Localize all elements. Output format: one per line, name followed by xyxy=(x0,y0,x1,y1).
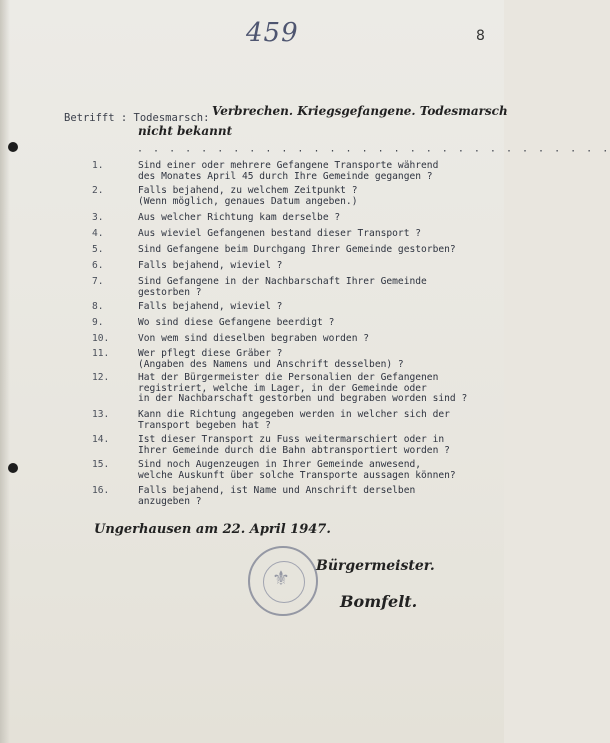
handwritten-place-date: Ungerhausen am 22. April 1947. xyxy=(94,522,331,537)
subject-handwritten-line2: nicht bekannt xyxy=(138,124,233,138)
subject-handwritten-line1: Verbrechen. Kriegsgefangene. Todesmarsch xyxy=(212,104,508,118)
punch-hole-top xyxy=(8,142,18,152)
page-number: 8 xyxy=(476,28,485,44)
punch-hole-bottom xyxy=(8,463,18,473)
signature-title: Bürgermeister. xyxy=(316,558,435,574)
signature-name: Bomfelt. xyxy=(340,592,418,611)
municipal-seal xyxy=(248,546,318,616)
folio-number: 459 xyxy=(246,18,299,48)
subject-dotted-rule: · · · · · · · · · · · · · · · · · · · · · · · · · · · · · · xyxy=(137,146,610,157)
page-edge-shadow xyxy=(0,0,10,743)
seal-emblem-icon: ⚜ xyxy=(272,566,290,590)
document-page: 459 8 Betrifft : Todesmarsch: Verbrechen. Kriegsgefangene. Todesmarsch nicht bekannt · · · · · · · · · · · · · · · · · · · · · · · · · · · · · · 1. Sind einer oder mehrere Gefangene Transporte während des Monates April 45 durch Ihre Gemeinde gegangen ? 2. Falls bejahend, zu welchem Zeitpunkt ? (Wenn möglich, genaues Datum angeben.) 3. Aus welcher Richtung kam derselbe ? 4. Aus wieviel Gefangenen bestand dieser Transport ? 5. Sind Gefangene beim Durchgang Ihrer Gemeinde gestorben? 6. Falls bejahend, wieviel ? 7. Sind Gefangene in der Nachbarschaft Ihrer Gemeinde gestorben ? 8. Falls bejahend, wieviel ? 9. Wo sind diese Gefangene beerdigt ? 10. Von wem sind dieselben begraben worden ? 11. Wer pflegt diese Gräber ? (Angaben des Namens und Anschrift desselben) ? 12. Hat der Bürgermeister die Personalien der Gefangenen registriert, welche im Lager, in der Gemeinde oder in der Nachbarschaft gestorben und begraben worden sind ? 13. Kann die Richtung angegeben werden in welcher sich der Transport begeben hat ? 14. Ist dieser Transport zu Fuss weitermarschiert oder in Ihrer Gemeinde durch die Bahn abtransportiert worden ? 15. Sind noch Augenzeugen in Ihrer Gemeinde anwesend, welche Auskunft über solche Transporte aussagen können? 16. Falls bejahend, ist Name und Anschrift derselben anzugeben ? Ungerhausen am 22. April 1947. ⚜ Bürgermeister. Bomfelt. xyxy=(0,0,504,743)
subject-label: Betrifft : Todesmarsch: xyxy=(64,112,210,124)
